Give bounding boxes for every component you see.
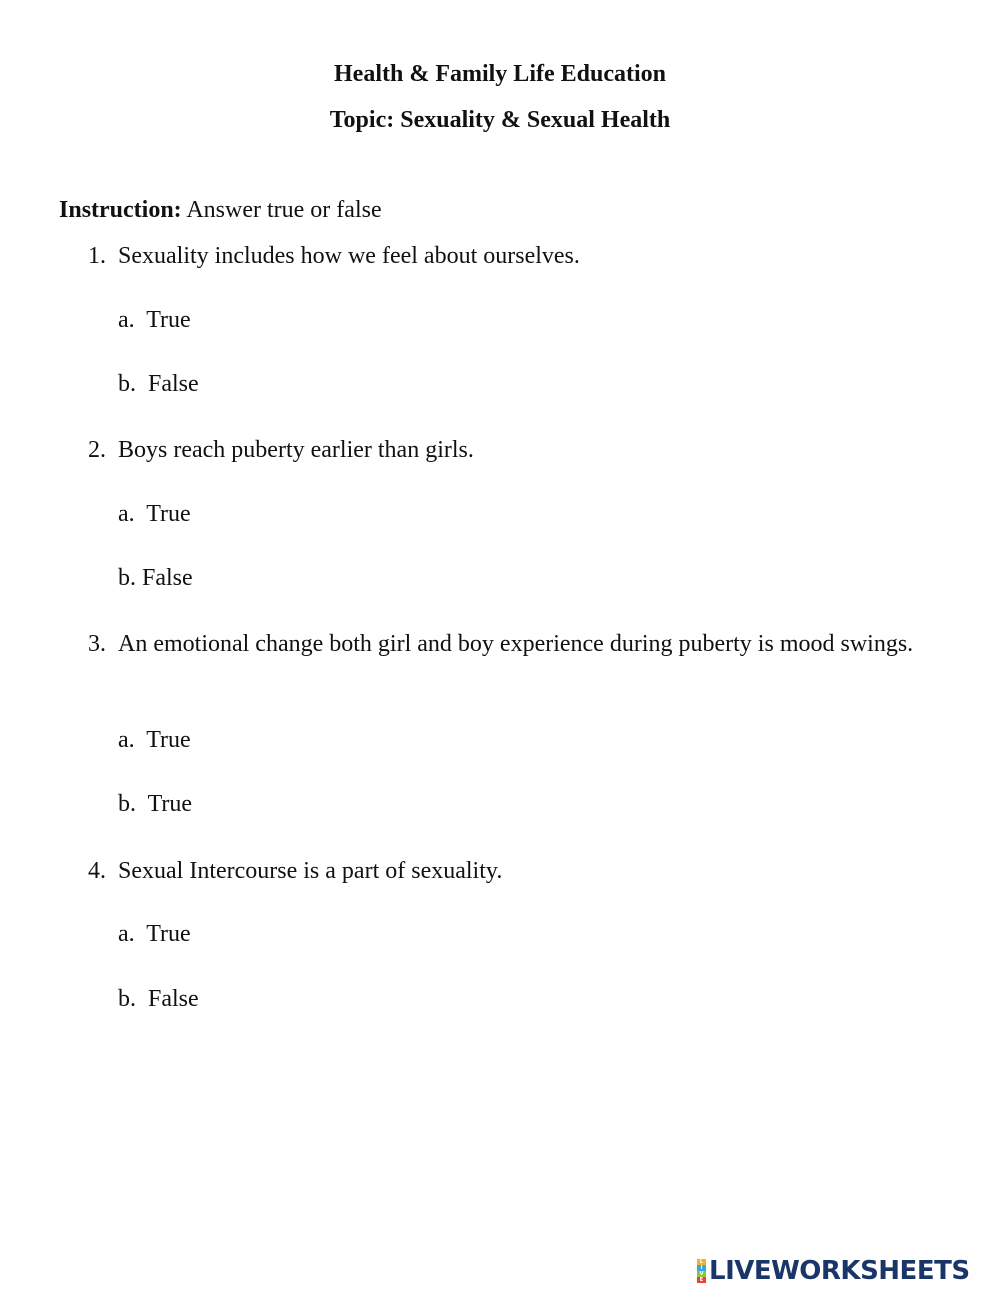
question-number: 2. [88,437,106,463]
question-2 [88,434,918,467]
question-4-option-b[interactable]: b. False [118,986,199,1012]
question-3-option-b[interactable]: b. True [118,791,193,817]
logo-blocks-icon [697,1259,706,1283]
worksheet-title: Health & Family Life Education [334,61,666,87]
instruction-text: Answer true or false [181,197,382,223]
instruction [59,196,382,224]
question-3 [88,628,918,661]
question-2-option-b[interactable]: b. False [118,565,193,591]
question-text: Sexual Intercourse is a part of sexuality. [118,858,503,884]
instruction-label: Instruction: [59,197,182,223]
question-3-option-a[interactable]: a. True [118,727,191,753]
logo-block: E [697,1277,706,1283]
question-number: 3. [88,631,106,657]
liveworksheets-logo[interactable] [697,1256,970,1286]
question-text: Sexuality includes how we feel about ourselves. [118,243,580,269]
question-1-option-a[interactable]: a. True [118,307,191,333]
question-2-option-a[interactable]: a. True [118,501,191,527]
question-1-option-b[interactable]: b. False [118,371,199,397]
question-4 [88,855,918,888]
question-number: 1. [88,243,106,269]
question-4-option-a[interactable]: a. True [118,921,191,947]
question-text: An emotional change both girl and boy experience during puberty is mood swings. [118,631,914,657]
brand-name: LIVEWORKSHEETS [709,1256,970,1286]
worksheet-topic: Topic: Sexuality & Sexual Health [329,107,671,133]
logo-block: L [697,1259,706,1265]
question-1 [88,240,918,273]
logo-block: V [697,1271,706,1277]
question-number: 4. [88,858,106,884]
logo-block: I [697,1265,706,1271]
question-text: Boys reach puberty earlier than girls. [118,437,474,463]
